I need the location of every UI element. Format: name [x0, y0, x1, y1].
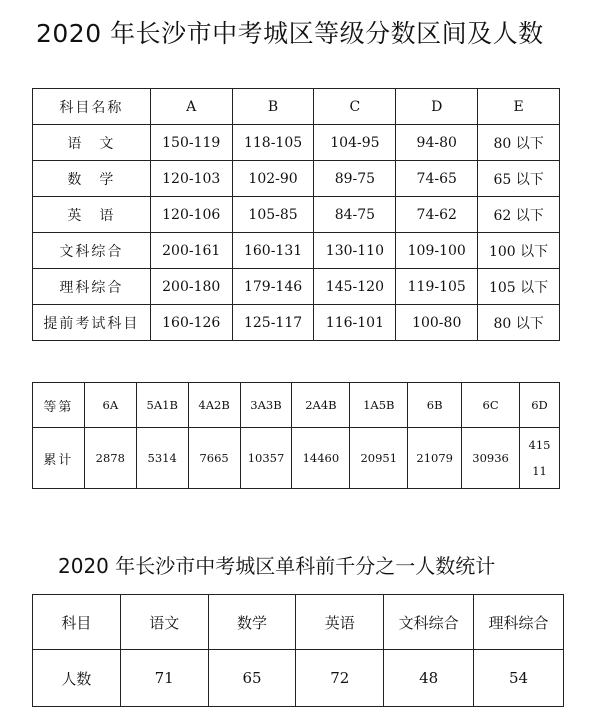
column-header: C [314, 89, 396, 125]
table-cell: 72 [296, 650, 384, 707]
grade-cell: 4A2B [188, 383, 240, 428]
table-cell: 118-105 [232, 125, 314, 161]
table-cell: 84-75 [314, 197, 396, 233]
subject-cell: 英 语 [33, 197, 151, 233]
table-cell: 150-119 [150, 125, 232, 161]
table-cell: 54 [474, 650, 564, 707]
cumulative-cell: 5314 [136, 428, 188, 489]
grade-cell: 6B [408, 383, 462, 428]
column-header: D [396, 89, 478, 125]
table-cell: 80 以下 [478, 125, 560, 161]
subject-cell: 数 学 [33, 161, 151, 197]
table-cell: 145-120 [314, 269, 396, 305]
cumulative-line-2: 11 [532, 464, 547, 478]
table-row [33, 161, 560, 197]
section-title: 2020 年长沙市中考城区单科前千分之一人数统计 [58, 554, 496, 578]
grade-cell: 2A4B [292, 383, 350, 428]
subject-cell: 理科综合 [33, 269, 151, 305]
subject-cell: 提前考试科目 [33, 305, 151, 341]
cumulative-row [33, 428, 560, 489]
row-label: 科目 [33, 595, 121, 650]
table-cell: 65 以下 [478, 161, 560, 197]
column-header: E [478, 89, 560, 125]
table-cell: 160-131 [232, 233, 314, 269]
table-row [33, 269, 560, 305]
table-cell: 120-106 [150, 197, 232, 233]
table-cell: 116-101 [314, 305, 396, 341]
grade-row [33, 383, 560, 428]
table-cell: 48 [384, 650, 474, 707]
table-cell: 104-95 [314, 125, 396, 161]
subject-cell: 语 文 [33, 125, 151, 161]
table-cell: 62 以下 [478, 197, 560, 233]
table-cell: 160-126 [150, 305, 232, 341]
row-label: 等第 [33, 383, 85, 428]
cumulative-line-1: 415 [528, 438, 551, 452]
table-cell: 200-180 [150, 269, 232, 305]
table-row [33, 125, 560, 161]
table-cell: 89-75 [314, 161, 396, 197]
table-cell: 105-85 [232, 197, 314, 233]
table-cell: 119-105 [396, 269, 478, 305]
column-header: 语文 [120, 595, 208, 650]
cumulative-cell: 21079 [408, 428, 462, 489]
column-header: 文科综合 [384, 595, 474, 650]
column-header: 理科综合 [474, 595, 564, 650]
table-cell: 105 以下 [478, 269, 560, 305]
table-cell: 125-117 [232, 305, 314, 341]
row-label: 累计 [33, 428, 85, 489]
column-header: 科目名称 [33, 89, 151, 125]
column-header: 数学 [208, 595, 296, 650]
cumulative-cell: 7665 [188, 428, 240, 489]
cumulative-cell: 10357 [240, 428, 292, 489]
table-row [33, 233, 560, 269]
cumulative-cell: 20951 [350, 428, 408, 489]
table-cell: 65 [208, 650, 296, 707]
column-header: 英语 [296, 595, 384, 650]
grade-cell: 6A [84, 383, 136, 428]
table-cell: 130-110 [314, 233, 396, 269]
column-header: B [232, 89, 314, 125]
table-cell: 94-80 [396, 125, 478, 161]
table-row [33, 305, 560, 341]
table-cell: 102-90 [232, 161, 314, 197]
grade-cell: 6D [520, 383, 560, 428]
grade-cell: 6C [462, 383, 520, 428]
table-cell: 200-161 [150, 233, 232, 269]
table-cell: 74-65 [396, 161, 478, 197]
table-cell: 100-80 [396, 305, 478, 341]
table-cell: 74-62 [396, 197, 478, 233]
table-row [33, 197, 560, 233]
table-header-row [33, 595, 564, 650]
table-cell: 80 以下 [478, 305, 560, 341]
row-label: 人数 [33, 650, 121, 707]
subject-cell: 文科综合 [33, 233, 151, 269]
page-title: 2020 年长沙市中考城区等级分数区间及人数 [36, 19, 544, 48]
table-row [33, 650, 564, 707]
top-per-mille-table [32, 594, 564, 707]
table-cell: 179-146 [232, 269, 314, 305]
cumulative-cell: 14460 [292, 428, 350, 489]
grade-score-range-table [32, 88, 560, 341]
cumulative-cell-wrapped [520, 428, 560, 489]
table-cell: 100 以下 [478, 233, 560, 269]
column-header: A [150, 89, 232, 125]
table-cell: 109-100 [396, 233, 478, 269]
grade-cumulative-table [32, 382, 560, 489]
grade-cell: 5A1B [136, 383, 188, 428]
grade-cell: 3A3B [240, 383, 292, 428]
cumulative-cell: 30936 [462, 428, 520, 489]
grade-cell: 1A5B [350, 383, 408, 428]
table-header-row [33, 89, 560, 125]
table-cell: 71 [120, 650, 208, 707]
table-cell: 120-103 [150, 161, 232, 197]
cumulative-cell: 2878 [84, 428, 136, 489]
